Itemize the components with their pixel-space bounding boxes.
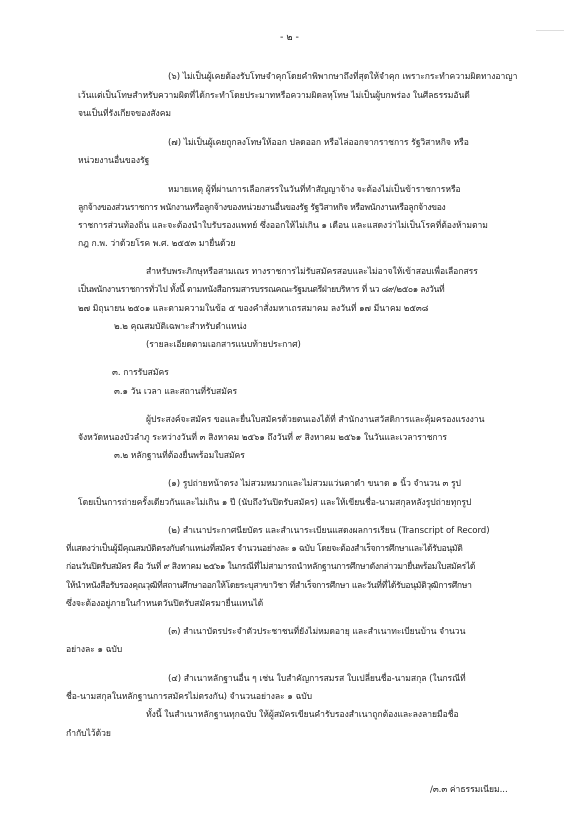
monks-line-3: ๒๗ มิถุนายน ๒๕๐๑ และตามความในข้อ ๕ ของคำสั่งมหาเถรสมาคม ลงวันที่ ๑๗ มีนาคม ๒๕๓๘: [78, 304, 429, 314]
remark-line-1: หมายเหตุ ผู้ที่ผ่านการเลือกสรรในวันที่ทำสัญญาจ้าง จะต้องไม่เป็นข้าราชการหรือ: [168, 185, 461, 195]
section-3-title: ๓. การรับสมัคร: [112, 368, 169, 378]
section-3-1-title: ๓.๑ วัน เวลา และสถานที่รับสมัคร: [114, 387, 238, 397]
section-3-2-title: ๓.๒ หลักฐานที่ต้องยื่นพร้อมใบสมัคร: [114, 451, 245, 461]
evidence-2-line-2: ที่แสดงว่าเป็นผู้มีคุณสมบัติตรงกับตำแหน่งที่สมัคร จำนวนอย่างละ ๑ ฉบับ โดยจะต้องสำเร็จการศึกษาและได้รับอนุมัติ: [66, 544, 463, 554]
continuation-note: /๓.๓ ค่าธรรมเนียม...: [430, 785, 508, 795]
remark-line-3: ราชการส่วนท้องถิ่น และจะต้องนำใบรับรองแพทย์ ซึ่งออกให้ไม่เกิน ๑ เดือน และแสดงว่าไม่เป็นโรคที่ต้องห้ามตาม: [78, 221, 488, 231]
section-2-2-title: ๒.๒ คุณสมบัติเฉพาะสำหรับตำแหน่ง: [114, 322, 247, 332]
evidence-2-line-3: ก่อนวันปิดรับสมัคร คือ วันที่ ๙ สิงหาคม ๒๕๖๑ ในกรณีที่ไม่สามารถนำหลักฐานการศึกษาดังกล่าวมายื่นพร้อมใบสมัครได้: [66, 562, 476, 572]
item-6-line-1: (๖) ไม่เป็นผู้เคยต้องรับโทษจำคุกโดยคำพิพากษาถึงที่สุดให้จำคุก เพราะกระทำความผิดทางอาญา: [168, 72, 518, 82]
evidence-note-line-2: กำกับไว้ด้วย: [66, 729, 111, 739]
evidence-4-line-2: ชื่อ-นามสกุลในหลักฐานการสมัครไม่ตรงกัน) จำนวนอย่างละ ๑ ฉบับ: [66, 692, 313, 702]
remark-line-2: ลูกจ้างของส่วนราชการ พนักงานหรือลูกจ้างของหน่วยงานอื่นของรัฐ รัฐวิสาหกิจ หรือพนักงานหรือลูกจ้างของ: [78, 203, 446, 213]
remark-line-4: กฎ ก.พ. ว่าด้วยโรค พ.ศ. ๒๕๕๓ มายื่นด้วย: [78, 239, 236, 249]
evidence-3-line-1: (๓) สำเนาบัตรประจำตัวประชาชนที่ยังไม่หมดอายุ และสำเนาทะเบียนบ้าน จำนวน: [168, 627, 466, 637]
item-6-line-2: เว้นแต่เป็นโทษสำหรับความผิดที่ได้กระทำโดยประมาทหรือความผิดลหุโทษ ไม่เป็นผู้บกพร่อง ในศีลธรรมอันดี: [78, 91, 470, 101]
section-2-2-detail: (รายละเอียดตามเอกสารแนบท้ายประกาศ): [146, 340, 301, 350]
evidence-3-line-2: อย่างละ ๑ ฉบับ: [66, 645, 123, 655]
evidence-2-line-5: ซึ่งจะต้องอยู่ภายในกำหนดวันปิดรับสมัครมายื่นแทนได้: [66, 599, 264, 609]
monks-line-2: เป็นพนักงานราชการทั่วไป ทั้งนี้ ตามหนังสือกรมสารบรรณคณะรัฐมนตรีฝ่ายบริหาร ที่ นว ๘๙/๒๕๐๑ ลงวันที่: [78, 285, 445, 295]
evidence-2-line-1: (๒) สำเนาประกาศนียบัตร และสำเนาระเบียนแสดงผลการเรียน (Transcript of Record): [168, 526, 490, 536]
section-3-1-line-1: ผู้ประสงค์จะสมัคร ขอและยื่นใบสมัครด้วยตนเองได้ที่ สำนักงานสวัสดิการและคุ้มครองแรงงาน: [146, 415, 485, 425]
item-6-line-3: จนเป็นที่รังเกียจของสังคม: [78, 109, 172, 119]
evidence-1-line-1: (๑) รูปถ่ายหน้าตรง ไม่สวมหมวกและไม่สวมแว่นตาดำ ขนาด ๑ นิ้ว จำนวน ๓ รูป: [168, 479, 461, 489]
page-number: - ๒ -: [280, 32, 299, 43]
item-7-line-1: (๗) ไม่เป็นผู้เคยถูกลงโทษให้ออก ปลดออก หรือไล่ออกจากราชการ รัฐวิสาหกิจ หรือ: [168, 138, 469, 148]
evidence-note-line-1: ทั้งนี้ ในสำเนาหลักฐานทุกฉบับ ให้ผู้สมัครเขียนคำรับรองสำเนาถูกต้องและลงลายมือชื่อ: [146, 710, 459, 720]
evidence-4-line-1: (๔) สำเนาหลักฐานอื่น ๆ เช่น ใบสำคัญการสมรส ใบเปลี่ยนชื่อ-นามสกุล (ในกรณีที่: [168, 674, 466, 684]
evidence-1-line-2: โดยเป็นการถ่ายครั้งเดียวกันและไม่เกิน ๑ ปี (นับถึงวันปิดรับสมัคร) และให้เขียนชื่อ-นามสกุลหลังรูปถ่ายทุกรูป: [78, 498, 472, 508]
item-7-line-2: หน่วยงานอื่นของรัฐ: [78, 156, 150, 166]
scan-mark: [536, 30, 564, 45]
section-3-1-line-2: จังหวัดหนองบัวลำภู ระหว่างวันที่ ๓ สิงหาคม ๒๕๖๑ ถึงวันที่ ๙ สิงหาคม ๒๕๖๑ ในวันและเวลาราชการ: [78, 433, 447, 443]
evidence-2-line-4: ให้นำหนังสือรับรองคุณวุฒิที่สถานศึกษาออกให้โดยระบุสาขาวิชา ที่สำเร็จการศึกษา และวันที่ที่ได้รับอนุมัติวุฒิการศึกษา: [66, 581, 472, 591]
monks-line-1: สำหรับพระภิกษุหรือสามเณร ทางราชการไม่รับสมัครสอบและไม่อาจให้เข้าสอบเพื่อเลือกสรร: [146, 267, 478, 277]
